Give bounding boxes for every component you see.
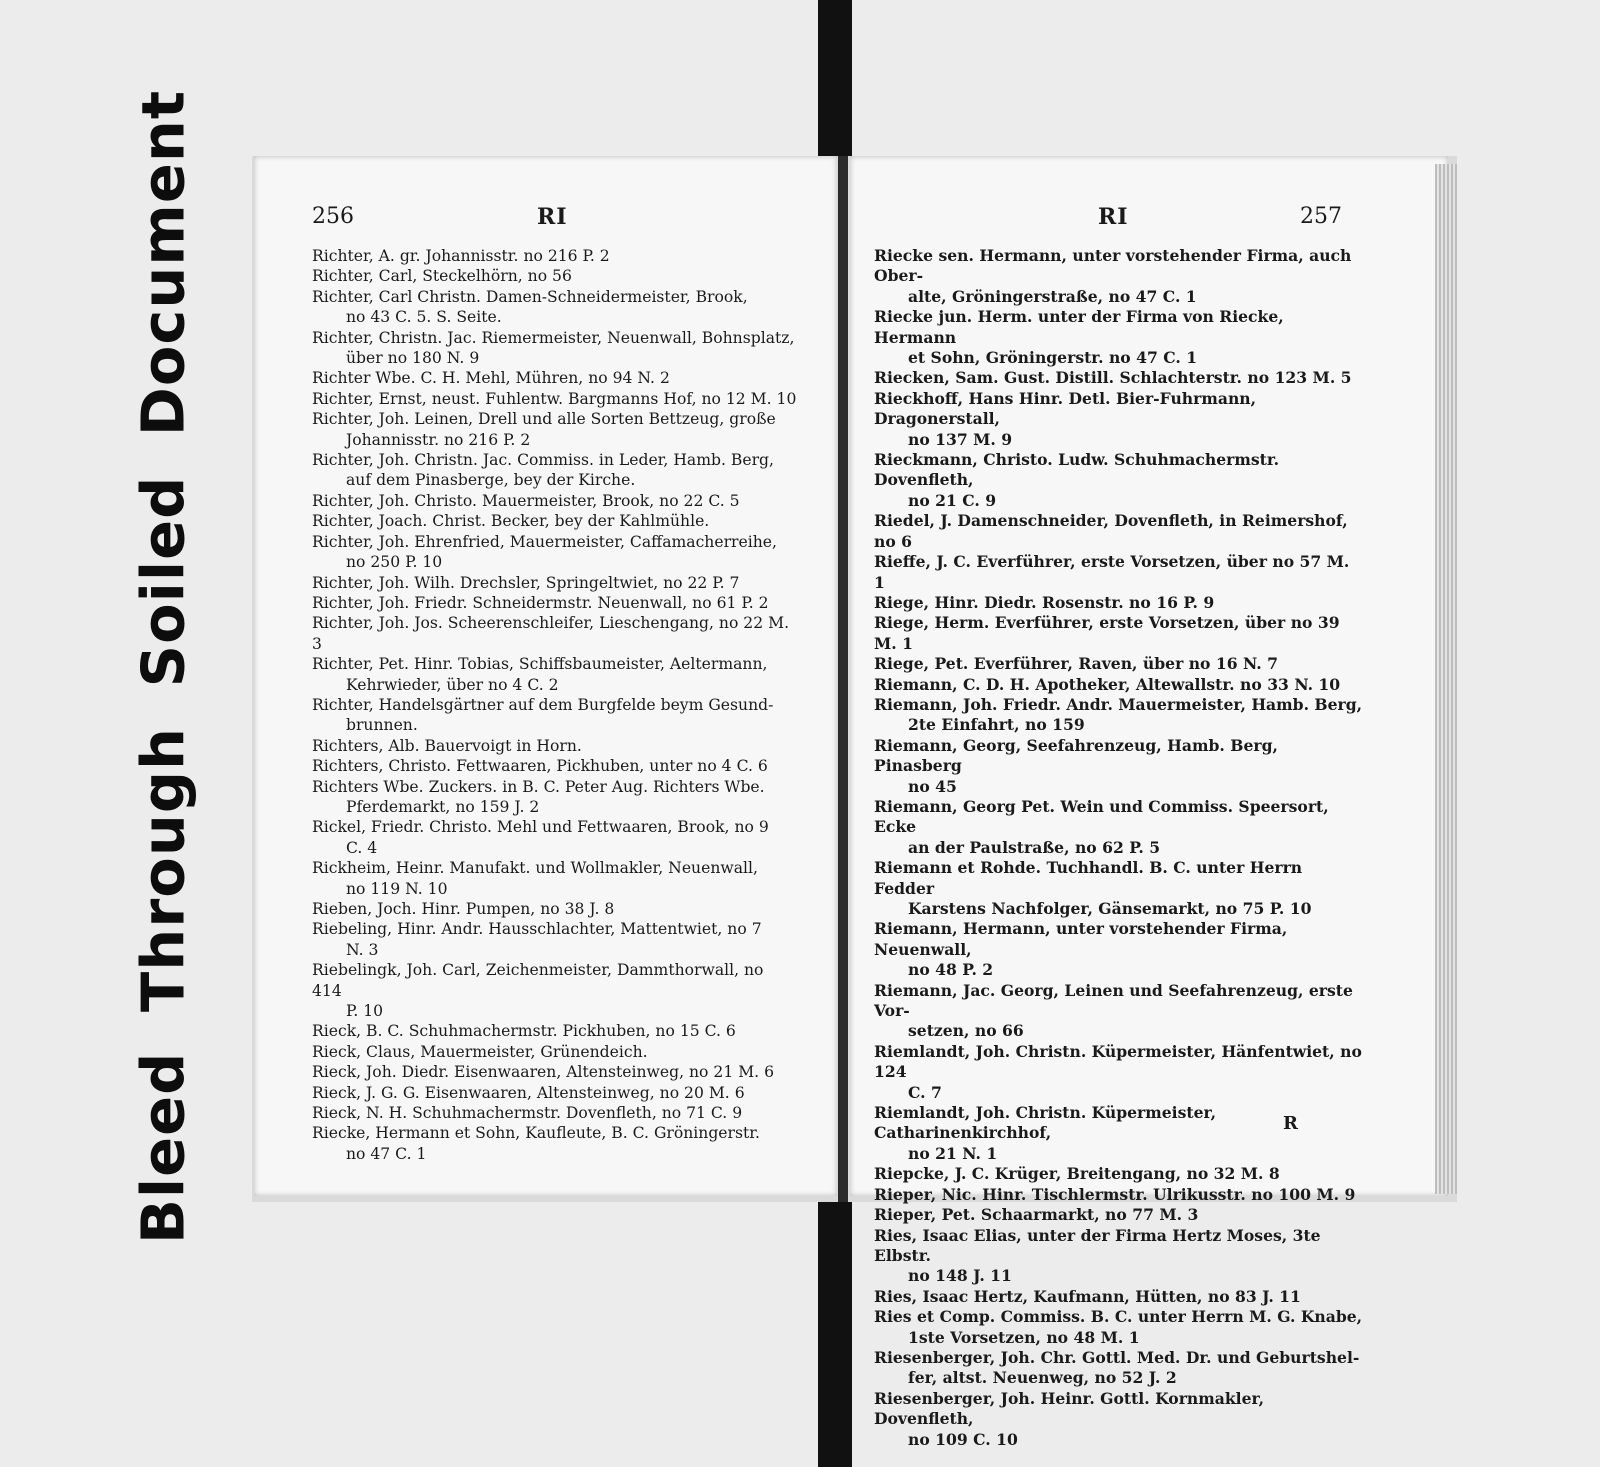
left-running-head: RI xyxy=(537,204,568,230)
directory-entry xyxy=(874,1287,1364,1307)
directory-entry xyxy=(312,450,797,491)
directory-entry xyxy=(312,511,797,531)
bleed-through-stamp xyxy=(0,0,230,1467)
entry-continuation: über no 180 N. 9 xyxy=(346,349,480,368)
entry-text: Richter, Joh. Friedr. Schneidermstr. Neuenwall, no 61 P. 2 xyxy=(312,593,769,612)
directory-entry xyxy=(312,756,797,776)
entry-continuation: P. 10 xyxy=(346,1002,384,1021)
directory-entry xyxy=(874,797,1364,858)
directory-entry xyxy=(312,328,797,369)
entry-continuation: no 45 xyxy=(908,776,957,796)
entry-continuation: an der Paulstraße, no 62 P. 5 xyxy=(908,837,1161,857)
entry-text: Ries et Comp. Commiss. B. C. unter Herrn M. G. Knabe, xyxy=(874,1307,1363,1327)
directory-entry xyxy=(312,491,797,511)
entry-text: Ries, Isaac Hertz, Kaufmann, Hütten, no 83 J. 11 xyxy=(874,1286,1301,1306)
entry-continuation: Pferdemarkt, no 159 J. 2 xyxy=(346,797,540,816)
directory-entry xyxy=(312,777,797,818)
directory-entry xyxy=(312,287,797,328)
directory-entry xyxy=(312,899,797,919)
entry-text: Riege, Hinr. Diedr. Rosenstr. no 16 P. 9 xyxy=(874,592,1215,612)
directory-entry xyxy=(312,858,797,899)
entry-continuation: Kehrwieder, über no 4 C. 2 xyxy=(346,675,559,694)
entry-text: Riemlandt, Joh. Christn. Küpermeister, Catharinenkirchhof, xyxy=(874,1103,1217,1143)
entry-continuation: setzen, no 66 xyxy=(908,1021,1024,1041)
entry-text: Richters, Alb. Bauervoigt in Horn. xyxy=(312,736,582,755)
entry-continuation: no 21 C. 9 xyxy=(908,490,997,510)
directory-entry xyxy=(874,552,1364,593)
open-book xyxy=(252,156,1457,1449)
directory-entry xyxy=(874,389,1364,450)
binding-strip-bottom xyxy=(818,1188,852,1467)
directory-entry xyxy=(312,960,797,1021)
entry-text: Ries, Isaac Elias, unter der Firma Hertz Moses, 3te Elbstr. xyxy=(874,1225,1321,1265)
entry-text: Rieck, B. C. Schuhmachermstr. Pickhuben, no 15 C. 6 xyxy=(312,1022,736,1041)
left-page-number: 256 xyxy=(312,204,354,229)
directory-entry xyxy=(312,573,797,593)
right-running-head: RI xyxy=(1098,204,1129,230)
directory-entry xyxy=(874,675,1364,695)
directory-entry xyxy=(874,1348,1364,1389)
entry-text: Riecke, Hermann et Sohn, Kaufleute, B. C. Gröningerstr. xyxy=(312,1124,760,1143)
directory-entry xyxy=(312,817,797,858)
entry-text: Riesenberger, Joh. Heinr. Gottl. Kornmakler, Dovenfleth, xyxy=(874,1388,1265,1429)
directory-entry xyxy=(874,307,1364,368)
directory-entry xyxy=(312,1083,797,1103)
entry-text: Rieck, N. H. Schuhmachermstr. Dovenfleth, no 71 C. 9 xyxy=(312,1104,743,1123)
entry-text: Rieckhoff, Hans Hinr. Detl. Bier-Fuhrmann, Dragonerstall, xyxy=(874,388,1257,429)
left-page xyxy=(254,156,837,1196)
directory-entry xyxy=(312,654,797,695)
entry-text: Riemann, Joh. Friedr. Andr. Mauermeister, Hamb. Berg, xyxy=(874,694,1363,714)
book-gutter xyxy=(838,156,848,1202)
right-page-header xyxy=(850,204,1448,244)
directory-entry xyxy=(874,450,1364,511)
directory-entry xyxy=(874,1205,1364,1225)
entry-text: Richter, Ernst, neust. Fuhlentw. Bargmanns Hof, no 12 M. 10 xyxy=(312,389,797,408)
entry-text: Richter, Christn. Jac. Riemermeister, Neuenwall, Bohnsplatz, xyxy=(312,328,795,347)
directory-entry xyxy=(874,1042,1364,1103)
directory-entry xyxy=(312,409,797,450)
binding-strip-top xyxy=(818,0,852,175)
entry-text: Riedel, J. Damenschneider, Dovenfleth, in Reimershof, no 6 xyxy=(874,511,1348,551)
directory-entry xyxy=(312,1103,797,1123)
entry-text: Riege, Herm. Everführer, erste Vorsetzen, über no 39 M. 1 xyxy=(874,613,1340,653)
entry-text: Riemann, Hermann, unter vorstehender Firma, Neuenwall, xyxy=(874,919,1288,959)
entry-text: Riege, Pet. Everführer, Raven, über no 16 N. 7 xyxy=(874,654,1278,674)
entry-text: Rieben, Joch. Hinr. Pumpen, no 38 J. 8 xyxy=(312,900,615,918)
entry-text: Richters Wbe. Zuckers. in B. C. Peter Aug. Richters Wbe. xyxy=(312,777,765,796)
entry-continuation: no 21 N. 1 xyxy=(908,1143,998,1163)
entry-text: Rieper, Pet. Schaarmarkt, no 77 M. 3 xyxy=(874,1205,1199,1225)
entry-text: Rieck, Joh. Diedr. Eisenwaaren, Altensteinweg, no 21 M. 6 xyxy=(312,1063,775,1082)
entry-text: Rieck, Claus, Mauermeister, Grünendeich. xyxy=(312,1042,648,1061)
entry-continuation: no 119 N. 10 xyxy=(346,879,448,898)
directory-entry xyxy=(312,919,797,960)
entry-text: Riemann et Rohde. Tuchhandl. B. C. unter Herrn Fedder xyxy=(874,858,1303,898)
entry-text: Riemann, Georg Pet. Wein und Commiss. Speersort, Ecke xyxy=(874,796,1329,837)
left-entry-list xyxy=(312,246,797,1164)
entry-continuation: fer, altst. Neuenweg, no 52 J. 2 xyxy=(908,1368,1177,1388)
entry-text: Riemann, Jac. Georg, Leinen und Seefahrenzeug, erste Vor- xyxy=(874,980,1353,1021)
entry-continuation: C. 4 xyxy=(346,838,378,857)
entry-text: Richter, Joh. Leinen, Drell und alle Sorten Bettzeug, große xyxy=(312,410,776,429)
entry-text: Rickel, Friedr. Christo. Mehl und Fettwaaren, Brook, no 9 xyxy=(312,818,769,837)
entry-text: Riemann, C. D. H. Apotheker, Altewallstr. no 33 N. 10 xyxy=(874,674,1341,694)
directory-entry xyxy=(312,1062,797,1082)
entry-continuation: et Sohn, Gröningerstr. no 47 C. 1 xyxy=(908,348,1198,368)
entry-continuation: auf dem Pinasberge, bey der Kirche. xyxy=(346,471,636,490)
directory-entry xyxy=(312,593,797,613)
entry-text: Rickheim, Heinr. Manufakt. und Wollmakler, Neuenwall, xyxy=(312,859,758,878)
directory-entry xyxy=(874,695,1364,736)
directory-entry xyxy=(874,246,1364,307)
entry-continuation: 1ste Vorsetzen, no 48 M. 1 xyxy=(908,1327,1140,1347)
entry-text: Riesenberger, Joh. Chr. Gottl. Med. Dr. und Geburtshel- xyxy=(874,1347,1360,1367)
page-edges xyxy=(1435,164,1457,1194)
entry-continuation: brunnen. xyxy=(346,716,418,735)
entry-text: Rieffe, J. C. Everführer, erste Vorsetzen, über no 57 M. 1 xyxy=(874,552,1350,592)
entry-continuation: no 48 P. 2 xyxy=(908,960,994,980)
entry-text: Richter, Handelsgärtner auf dem Burgfelde beym Gesund- xyxy=(312,695,774,714)
entry-continuation: no 109 C. 10 xyxy=(908,1429,1018,1449)
entry-text: Rieckmann, Christo. Ludw. Schuhmachermstr. Dovenfleth, xyxy=(874,450,1280,490)
entry-text: Richter, Joach. Christ. Becker, bey der Kahlmühle. xyxy=(312,512,710,531)
entry-text: Rieper, Nic. Hinr. Tischlermstr. Ulrikusstr. no 100 M. 9 xyxy=(874,1184,1356,1204)
directory-entry xyxy=(874,858,1364,919)
entry-continuation: 2te Einfahrt, no 159 xyxy=(908,715,1085,735)
entry-continuation: no 137 M. 9 xyxy=(908,429,1013,449)
directory-entry xyxy=(874,1307,1364,1348)
entry-continuation: Johannisstr. no 216 P. 2 xyxy=(346,430,531,449)
directory-entry xyxy=(874,981,1364,1042)
catchword: R xyxy=(1283,1113,1298,1134)
directory-entry xyxy=(874,368,1364,388)
entry-text: Richter, Joh. Jos. Scheerenschleifer, Lieschengang, no 22 M. 3 xyxy=(312,614,790,653)
entry-continuation: alte, Gröningerstraße, no 47 C. 1 xyxy=(908,286,1197,306)
entry-text: Richter, Pet. Hinr. Tobias, Schiffsbaumeister, Aeltermann, xyxy=(312,655,768,674)
directory-entry xyxy=(874,654,1364,674)
directory-entry xyxy=(874,1185,1364,1205)
right-entry-list xyxy=(874,246,1364,1450)
entry-continuation: no 148 J. 11 xyxy=(908,1266,1012,1286)
directory-entry xyxy=(312,1123,797,1164)
directory-entry xyxy=(312,736,797,756)
entry-text: Richter, Carl Christn. Damen-Schneidermeister, Brook, xyxy=(312,287,748,306)
directory-entry xyxy=(312,368,797,388)
directory-entry xyxy=(874,736,1364,797)
entry-text: Riecke jun. Herm. unter der Firma von Riecke, Hermann xyxy=(874,307,1284,347)
directory-entry xyxy=(312,389,797,409)
directory-entry xyxy=(874,1226,1364,1287)
directory-entry xyxy=(874,919,1364,980)
stamp-label: Bleed Through Soiled Document xyxy=(128,89,198,1245)
entry-text: Richter, Joh. Ehrenfried, Mauermeister, Caffamacherreihe, xyxy=(312,532,777,551)
entry-continuation: N. 3 xyxy=(346,940,379,959)
directory-entry xyxy=(874,593,1364,613)
directory-entry xyxy=(874,1389,1364,1450)
entry-text: Riepcke, J. C. Krüger, Breitengang, no 32 M. 8 xyxy=(874,1164,1280,1184)
right-page-number: 257 xyxy=(1300,204,1342,229)
directory-entry xyxy=(874,613,1364,654)
entry-text: Riebelingk, Joh. Carl, Zeichenmeister, Dammthorwall, no 414 xyxy=(312,961,764,1000)
entry-continuation: no 43 C. 5. S. Seite. xyxy=(346,308,502,327)
entry-text: Riecken, Sam. Gust. Distill. Schlachterstr. no 123 M. 5 xyxy=(874,368,1352,388)
entry-text: Riemann, Georg, Seefahrenzeug, Hamb. Berg, Pinasberg xyxy=(874,735,1278,776)
left-page-header xyxy=(254,204,837,244)
entry-text: Richters, Christo. Fettwaaren, Pickhuben, unter no 4 C. 6 xyxy=(312,757,768,776)
entry-text: Richter Wbe. C. H. Mehl, Mühren, no 94 N. 2 xyxy=(312,369,670,388)
entry-continuation: no 47 C. 1 xyxy=(346,1144,427,1163)
directory-entry xyxy=(312,1042,797,1062)
entry-text: Riebeling, Hinr. Andr. Hausschlachter, Mattentwiet, no 7 xyxy=(312,920,762,939)
entry-text: Richter, Joh. Wilh. Drechsler, Springeltwiet, no 22 P. 7 xyxy=(312,573,740,592)
directory-entry xyxy=(312,695,797,736)
directory-entry xyxy=(312,266,797,286)
directory-entry xyxy=(312,613,797,654)
directory-entry xyxy=(312,246,797,266)
entry-continuation: no 250 P. 10 xyxy=(346,553,443,572)
entry-text: Richter, Joh. Christo. Mauermeister, Brook, no 22 C. 5 xyxy=(312,491,740,510)
entry-continuation: C. 7 xyxy=(908,1082,942,1102)
entry-text: Richter, Carl, Steckelhörn, no 56 xyxy=(312,267,572,286)
right-page xyxy=(850,156,1448,1449)
directory-entry xyxy=(874,1164,1364,1184)
directory-entry xyxy=(312,532,797,573)
directory-entry xyxy=(312,1021,797,1041)
entry-text: Richter, A. gr. Johannisstr. no 216 P. 2 xyxy=(312,247,610,265)
entry-text: Rieck, J. G. G. Eisenwaaren, Altensteinweg, no 20 M. 6 xyxy=(312,1083,745,1102)
entry-text: Riemlandt, Joh. Christn. Küpermeister, Hänfentwiet, no 124 xyxy=(874,1041,1362,1082)
entry-text: Riecke sen. Hermann, unter vorstehender Firma, auch Ober- xyxy=(874,246,1352,286)
entry-text: Richter, Joh. Christn. Jac. Commiss. in Leder, Hamb. Berg, xyxy=(312,451,774,470)
directory-entry xyxy=(874,511,1364,552)
entry-continuation: Karstens Nachfolger, Gänsemarkt, no 75 P. 10 xyxy=(908,899,1312,918)
